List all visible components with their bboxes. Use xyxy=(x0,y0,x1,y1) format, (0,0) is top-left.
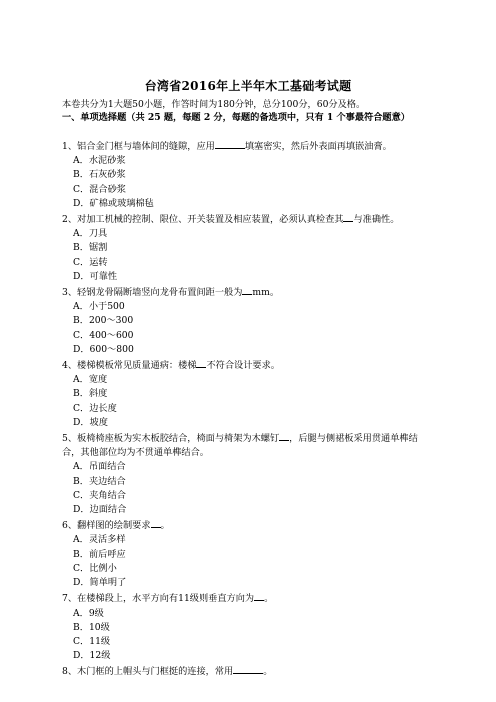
answer-option: B．10级 xyxy=(73,621,110,633)
answer-option: A．灵活多样 xyxy=(73,534,126,546)
answer-option: A．宽度 xyxy=(73,374,108,386)
question-text: 填塞密实，然后外表面再填嵌油膏。 xyxy=(244,141,392,152)
answer-option: A．刀具 xyxy=(73,228,108,240)
answer-option: C．边长度 xyxy=(73,402,117,414)
answer-option: D．坡度 xyxy=(73,416,108,428)
answer-option: D．600～800 xyxy=(73,343,134,355)
question-stem xyxy=(62,357,434,373)
question-stem xyxy=(62,211,434,227)
question-text: 6、翻样图的绘制要求 xyxy=(62,520,151,532)
answer-blank xyxy=(215,138,245,149)
question-text: 2、对加工机械的控制、限位、开关装置及相应装置，必须认真检查其 xyxy=(62,214,344,226)
question-stem xyxy=(62,663,434,679)
answer-blank xyxy=(196,357,206,368)
answer-option: A．小于500 xyxy=(73,301,125,313)
answer-option: D．边面结合 xyxy=(73,504,127,516)
question-text: 7、在楼梯段上，水平方向有11级则垂直方向为 xyxy=(62,593,255,605)
question-text: 与准确性。 xyxy=(353,214,400,226)
question-text: 3、轻钢龙骨隔断墙竖向龙骨布置间距一般为 xyxy=(62,287,243,299)
question-text: 8、木门框的上帽头与门框挺的连接，常用 xyxy=(62,666,234,678)
answer-option: C．运转 xyxy=(73,256,108,268)
answer-option: A．水泥砂浆 xyxy=(73,155,126,167)
answer-option: C．夹角结合 xyxy=(73,489,126,501)
answer-option: C．11级 xyxy=(73,635,111,647)
answer-option: C．比例小 xyxy=(73,562,117,574)
question-text: 。 xyxy=(263,666,273,678)
question-stem xyxy=(62,517,434,533)
question-text: 。 xyxy=(160,520,170,532)
answer-option: B．斜度 xyxy=(73,388,108,400)
answer-option: B．锯割 xyxy=(73,242,108,254)
answer-option: D．矿棉或玻璃棉毡 xyxy=(73,197,154,209)
answer-option: A．9级 xyxy=(73,607,104,619)
answer-blank xyxy=(343,211,353,222)
question-text: 不符合设计要求。 xyxy=(206,360,280,372)
answer-blank xyxy=(151,517,161,528)
answer-option: C．混合砂浆 xyxy=(73,183,126,195)
answer-option: B．石灰砂浆 xyxy=(73,169,126,181)
section-heading: 一、单项选择题（共 25 题，每题 2 分，每题的备选项中，只有 1 个事最符合题意） xyxy=(62,112,410,123)
answer-blank xyxy=(233,663,263,674)
exam-intro: 本卷共分为1大题50小题，作答时间为180分钟，总分100分，60分及格。 xyxy=(62,99,366,110)
question-stem xyxy=(62,590,434,606)
question-text: mm。 xyxy=(252,287,280,299)
question-text: 1、铝合金门框与墙体间的缝隙，应用 xyxy=(62,141,215,152)
answer-option: B．前后呼应 xyxy=(73,548,126,560)
question-text: 5、板椅椅座板为实木板胶结合，椅面与椅架为木螺钉 xyxy=(62,433,280,445)
answer-blank xyxy=(254,590,264,601)
question-list xyxy=(62,138,434,680)
answer-option: B．夹边结合 xyxy=(73,475,126,487)
document-title: 台湾省2016年上半年木工基础考试题 xyxy=(144,79,352,93)
question-text: 4、楼梯模板常见质量通病：楼梯 xyxy=(62,360,197,372)
answer-blank xyxy=(242,284,252,295)
question-stem xyxy=(62,284,434,300)
answer-blank xyxy=(279,430,289,441)
answer-option: B．200～300 xyxy=(73,315,134,327)
question-stem xyxy=(62,430,434,460)
question-text: 。 xyxy=(264,593,274,605)
answer-option: C．400～600 xyxy=(73,329,134,341)
answer-option: A．吊面结合 xyxy=(73,461,126,473)
answer-option: D．简单明了 xyxy=(73,577,127,589)
question-text: ，后腿与侧裙板采用贯通单榫结合，其他部位均为不贯通单榫结合。 xyxy=(62,433,418,459)
answer-option: D．可靠性 xyxy=(73,270,118,282)
answer-option: D．12级 xyxy=(73,650,111,662)
question-stem xyxy=(62,138,434,154)
